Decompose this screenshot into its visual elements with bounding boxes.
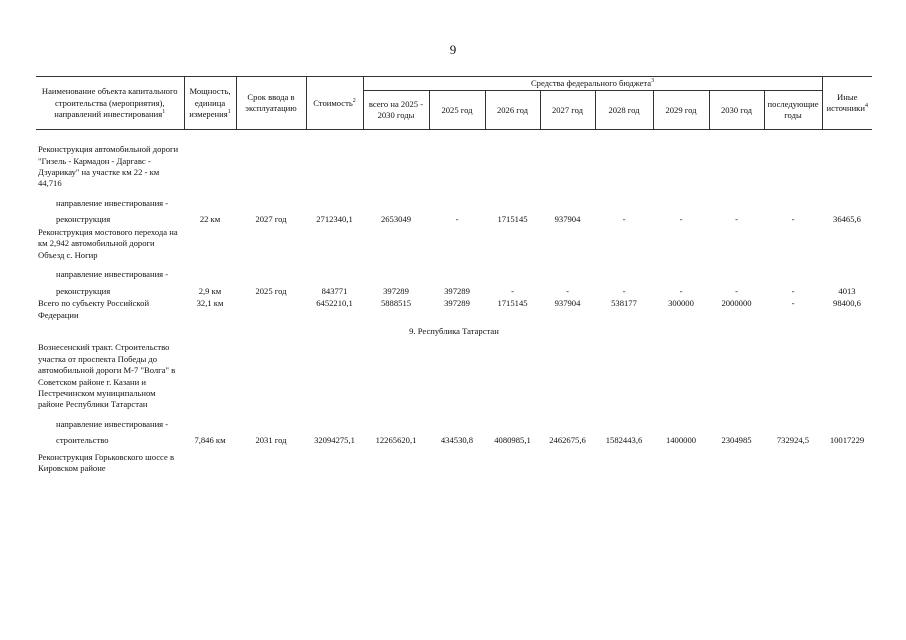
total-cell: 397289 (383, 285, 409, 296)
following-cell: - (791, 214, 795, 225)
other-cell: 36465,6 (833, 214, 861, 225)
total-cell: 12265620,1 (375, 435, 417, 446)
y2025-cell: 397289 (444, 298, 470, 309)
total-cell: 5888515 (380, 298, 412, 309)
header-2030: 2030 год (709, 91, 764, 130)
y2030-cell: - (735, 214, 738, 225)
table-row (36, 284, 872, 298)
direction-label-row (36, 190, 872, 213)
direction-value: реконструкция (56, 214, 111, 225)
following-cell: - (791, 298, 795, 309)
header-2025: 2025 год (429, 91, 485, 130)
header-other-sources: Иные источники$^4$ (822, 77, 872, 130)
direction-label: направление инвестирования - (56, 269, 169, 280)
y2028-cell: 1582443,6 (605, 435, 643, 446)
y2029-cell: - (679, 285, 683, 296)
y2030-cell: 2304985 (721, 435, 752, 446)
total-cell: 2653049 (380, 214, 412, 225)
y2029-cell: 1400000 (665, 435, 697, 446)
capacity-cell: 22 км (199, 214, 221, 225)
following-cell: - (791, 285, 795, 296)
other-cell: 4013 (838, 285, 856, 296)
section-row (36, 321, 872, 342)
header-capacity: Мощность, единица измерения$^1$ (184, 77, 236, 130)
object-name: Реконструкция автомобильной дороги "Гизель - Кармадон - Даргавс - Дзуарикау" на участке км 22 - км 44,716 (38, 144, 179, 189)
table-row (36, 213, 872, 227)
object-name-row (36, 342, 872, 410)
header-2029: 2029 год (653, 91, 709, 130)
direction-label-row (36, 261, 872, 284)
y2028-cell: - (622, 285, 626, 296)
header-2027: 2027 год (540, 91, 595, 130)
y2025-cell: - (455, 214, 459, 225)
object-name: Вознесенский тракт. Строительство участка от проспекта Победы до автомобильной дороги М-7 "Волга" в Советском районе г. Казани и Пестречинском муниципальном районе Республики Татарстан (38, 342, 176, 410)
direction-value: строительство (56, 435, 109, 446)
header-total: всего на 2025 - 2030 годы (363, 91, 429, 130)
cost-cell: 2712340,1 (316, 214, 353, 225)
header-commissioning: Срок ввода в эксплуатацию (236, 77, 306, 130)
object-name-row (36, 448, 872, 475)
header-2028: 2028 год (595, 91, 653, 130)
header-federal-budget: Средства федерального бюджета$^3$ (363, 77, 822, 91)
subject-total-row (36, 298, 872, 321)
commissioning-cell: 2031 год (255, 435, 287, 446)
object-name-row (36, 144, 872, 189)
y2028-cell: - (622, 214, 626, 225)
table-row (36, 434, 872, 448)
y2027-cell: - (566, 285, 569, 296)
direction-label: направление инвестирования - (56, 197, 169, 208)
following-cell: 732924,5 (776, 435, 810, 446)
y2027-cell: 2462675,6 (549, 435, 586, 446)
y2030-cell: 2000000 (721, 298, 752, 309)
y2029-cell: 300000 (668, 298, 694, 309)
y2027-cell: 937904 (554, 214, 581, 225)
cost-cell: 843771 (321, 285, 348, 296)
cost-cell: 32094275,1 (314, 435, 355, 446)
header-2026: 2026 год (485, 91, 540, 130)
page-number: 9 (449, 42, 457, 57)
header-name: Наименование объекта капитального строительства (мероприятия), направлений инвестирования$^1$ (36, 77, 184, 130)
capacity-cell: 7,846 км (194, 435, 226, 446)
header-following-years: последующие годы (764, 91, 822, 130)
other-cell: 10017229 (829, 435, 865, 446)
cost-cell: 6452210,1 (316, 298, 353, 309)
y2025-cell: 397289 (444, 285, 470, 296)
commissioning-cell: 2027 год (255, 214, 287, 225)
y2026-cell: 1715145 (497, 214, 528, 225)
y2027-cell: 937904 (554, 298, 581, 309)
other-cell: 98400,6 (833, 298, 861, 309)
federal-budget-table (36, 76, 872, 475)
section-title: 9. Республика Татарстан (409, 326, 499, 337)
capacity-cell: 32,1 км (196, 298, 224, 309)
direction-label: направление инвестирования - (56, 418, 169, 429)
header-cost: Стоимость$^2$ (306, 77, 363, 130)
y2026-cell: 1715145 (497, 298, 528, 309)
y2025-cell: 434530,8 (440, 435, 474, 446)
object-name-row (36, 227, 872, 261)
y2026-cell: 4080985,1 (494, 435, 531, 446)
direction-label-row (36, 411, 872, 434)
subject-total-label: Всего по субъекту Российской Федерации (38, 298, 150, 320)
y2030-cell: - (735, 285, 738, 296)
capacity-cell: 2,9 км (198, 285, 222, 296)
direction-value: реконструкция (56, 285, 111, 296)
y2029-cell: - (679, 214, 683, 225)
y2026-cell: - (511, 285, 514, 296)
object-name: Реконструкция мостового перехода на км 2,942 автомобильной дороги Объезд с. Ногир (38, 227, 178, 260)
y2028-cell: 538177 (611, 298, 637, 309)
object-name: Реконструкция Горьковского шоссе в Кировском районе (38, 451, 175, 474)
commissioning-cell: 2025 год (255, 285, 287, 296)
